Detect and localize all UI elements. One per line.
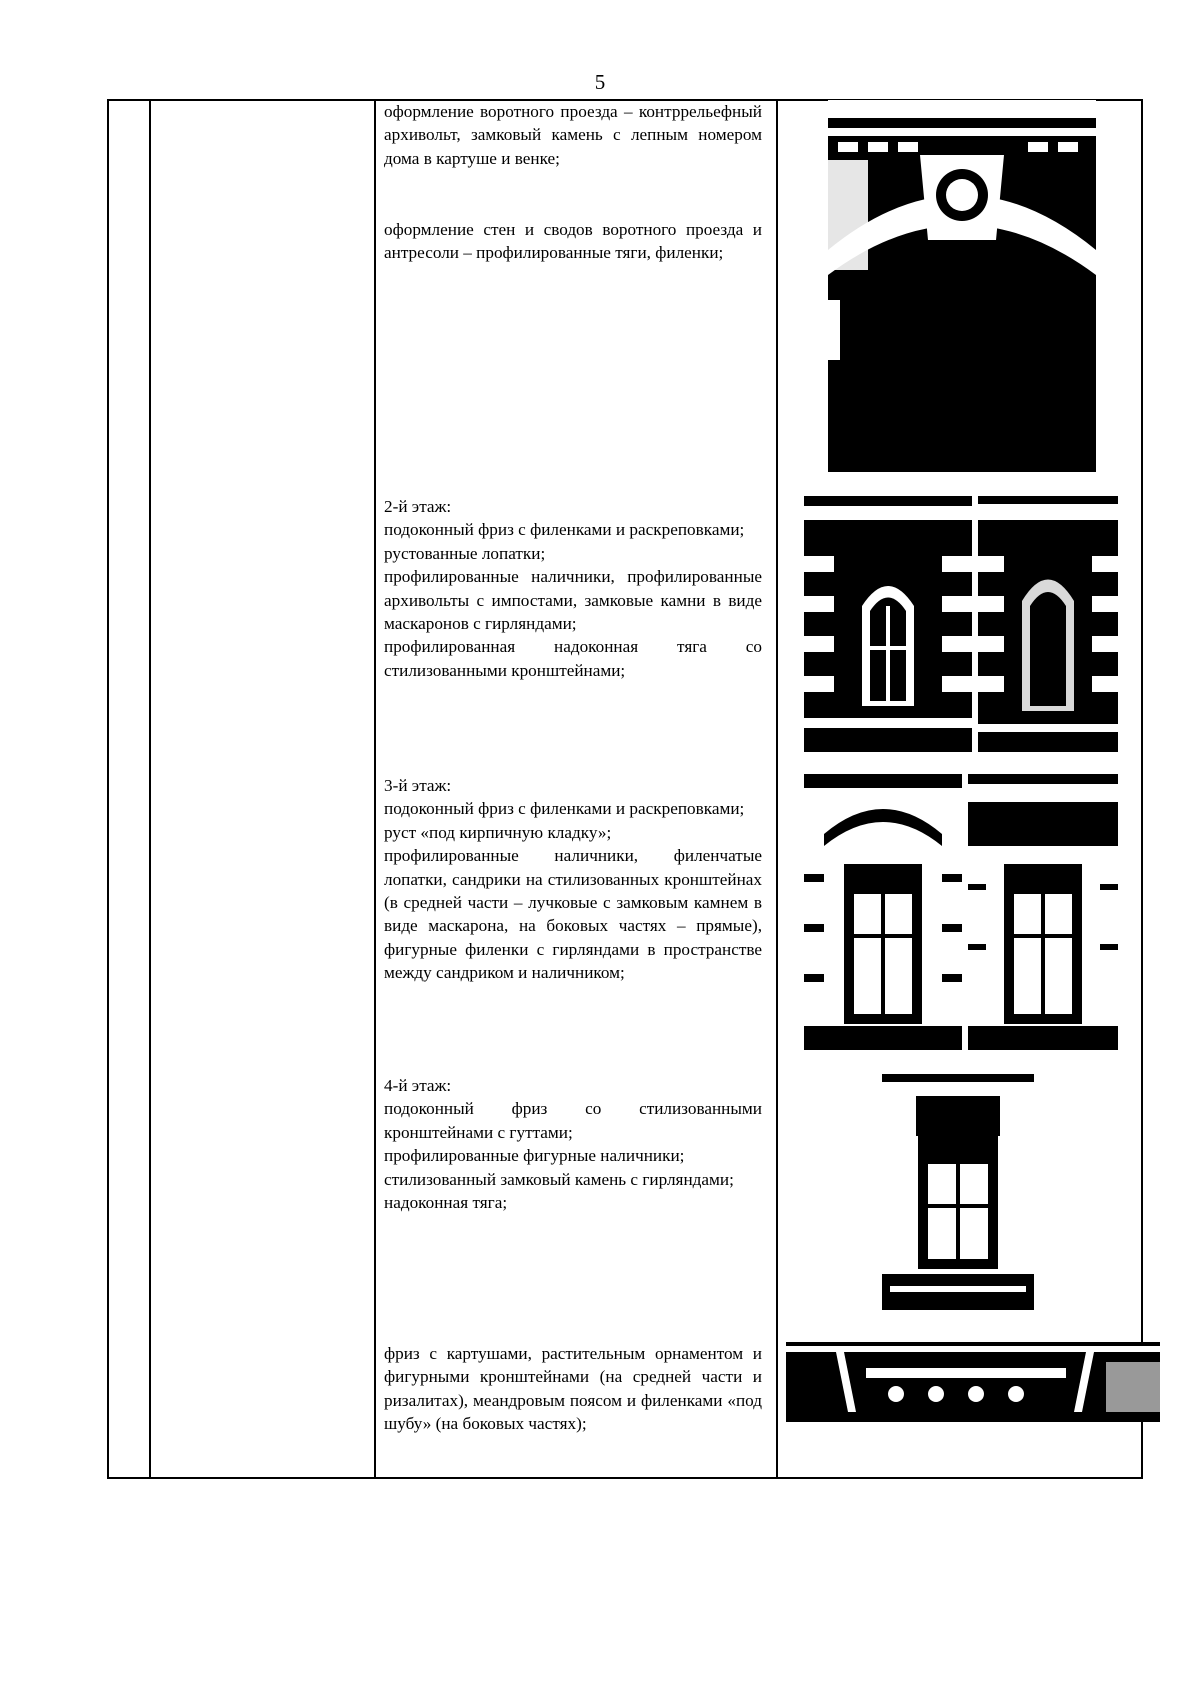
text-line: надоконная тяга; [384, 1193, 508, 1213]
text-line: подоконный фриз с филенками и раскреповками; [384, 520, 745, 540]
text-line: профилированные наличники, филенчатые лопатки, сандрики на стилизованных кронштейнах (в средней части – лучковые с замковым камнем в виде маскарона, на боковых частях – прямые), фигурные филенки с гирляндами в пространстве между сандриком и наличником; [384, 846, 762, 983]
text-line: подоконный фриз с филенками и раскреповками; [384, 799, 745, 819]
text-section-gate-walls [384, 218, 762, 265]
text-line: подоконный фриз со стилизованными кронштейнами с гуттами; [384, 1099, 762, 1142]
text-section-floor-4 [384, 1074, 762, 1214]
photo-floor-4-window [882, 1074, 1034, 1310]
text-line: 4-й этаж: [384, 1076, 452, 1095]
text-line: фриз с картушами, растительным орнаментом и фигурными кронштейнами (на средней части и ризалитах), меандровым поясом и филенками «под шубу» (на боковых частях); [384, 1344, 762, 1434]
text-line: профилированная надоконная тяга со стилизованными кронштейнами; [384, 637, 762, 680]
column-divider [776, 101, 778, 1477]
text-line: рустованные лопатки; [384, 543, 546, 563]
text-line: профилированные фигурные наличники; [384, 1146, 685, 1166]
column-divider [149, 101, 151, 1477]
text-line: оформление воротного проезда – контррельефный архивольт, замковый камень с лепным номером дома в картуше и венке; [384, 102, 762, 168]
photo-floor-2-window-left [804, 496, 972, 752]
text-line: стилизованный замковый камень с гирляндами; [384, 1169, 734, 1189]
text-line: профилированные наличники, профилированные архивольты с импостами, замковые камни в виде маскаронов с гирляндами; [384, 567, 762, 634]
text-line: руст «под кирпичную кладку»; [384, 822, 612, 842]
photo-floor-3-window-left [804, 774, 962, 1050]
text-section-gate-decoration [384, 100, 762, 170]
photo-gate-arch [828, 100, 1096, 472]
text-line: оформление стен и сводов воротного проезда и антресоли – профилированные тяги, филенки; [384, 220, 762, 263]
text-section-floor-3 [384, 774, 762, 985]
photo-floor-3-window-right [968, 774, 1118, 1050]
text-section-floor-2 [384, 495, 762, 682]
text-line: 3-й этаж: [384, 776, 452, 795]
text-line: 2-й этаж: [384, 497, 452, 516]
page-number: 5 [594, 70, 606, 94]
text-section-frieze [384, 1342, 762, 1436]
photo-frieze [786, 1342, 1160, 1422]
column-divider [374, 101, 376, 1477]
photo-floor-2-window-right [978, 496, 1118, 752]
